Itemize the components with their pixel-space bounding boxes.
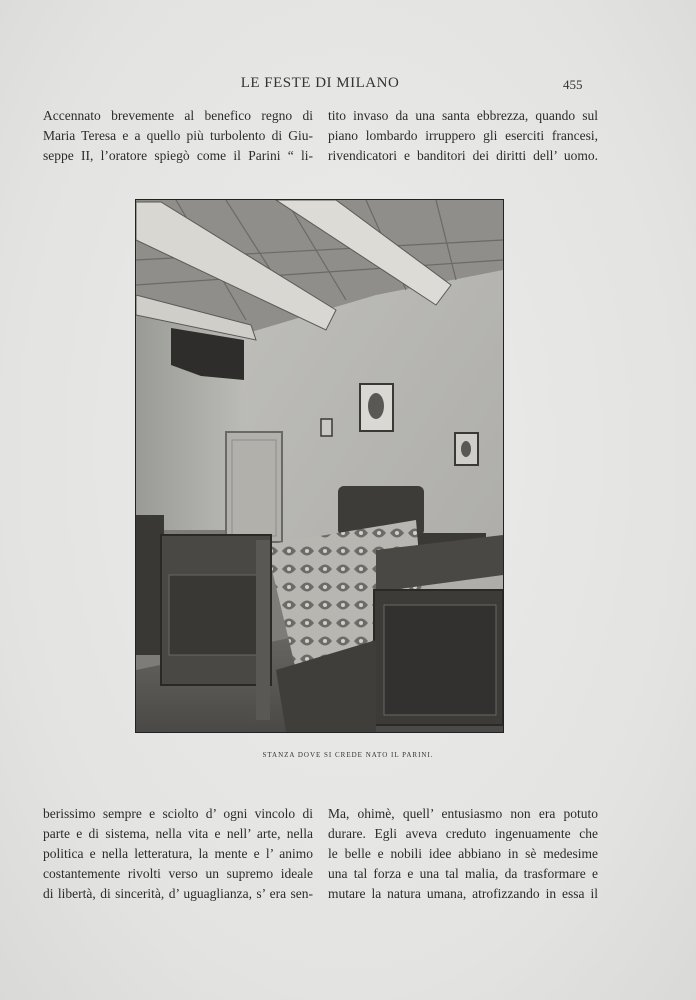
room-photograph	[135, 199, 504, 733]
text-line: berissimo sempre e sciolto d’ ogni vincolo di	[43, 806, 313, 821]
top-left-column	[43, 106, 313, 166]
text-line: piano lombardo irruppero gli eserciti francesi,	[328, 128, 598, 143]
text-line: le belle e nobili idee abbiano in sè medesime	[328, 846, 598, 861]
text-line: Maria Teresa e a quello più turbolento di Giu-	[43, 128, 313, 143]
text-line: Accennato brevemente al benefico regno di	[43, 108, 313, 123]
text-line: durare. Egli aveva creduto ingenuamente che	[328, 826, 598, 841]
bottom-left-column	[43, 804, 313, 904]
bedroom-illustration	[136, 200, 503, 732]
top-right-column	[328, 106, 598, 166]
page-number: 455	[563, 77, 583, 92]
text-line: di libertà, di sincerità, d’ uguaglianza, s’ era sen-	[43, 886, 313, 901]
text-line: politica e nella letteratura, la mente e l’ animo	[43, 846, 313, 861]
running-title: LE FESTE DI MILANO	[240, 75, 400, 91]
text-line: Ma, ohimè, quell’ entusiasmo non era potuto	[328, 806, 598, 821]
text-line: costantemente rivolti verso un supremo ideale	[43, 866, 313, 881]
text-line: parte e di sistema, nella vita e nell’ arte, nella	[43, 826, 313, 841]
text-line: mutare la natura umana, atrofizzando in essa il	[328, 886, 598, 901]
text-line: seppe II, l’oratore spiegò come il Parini “ li-	[43, 148, 313, 163]
bottom-right-column	[328, 804, 598, 904]
text-line: una tal forza e una tal malia, da trasformare e	[328, 866, 598, 881]
figure-caption: STANZA DOVE SI CREDE NATO IL PARINI.	[262, 751, 434, 759]
text-line: rivendicatori e banditori dei diritti dell’ uomo.	[328, 148, 598, 163]
text-line: tito invaso da una santa ebbrezza, quando sul	[328, 108, 598, 123]
